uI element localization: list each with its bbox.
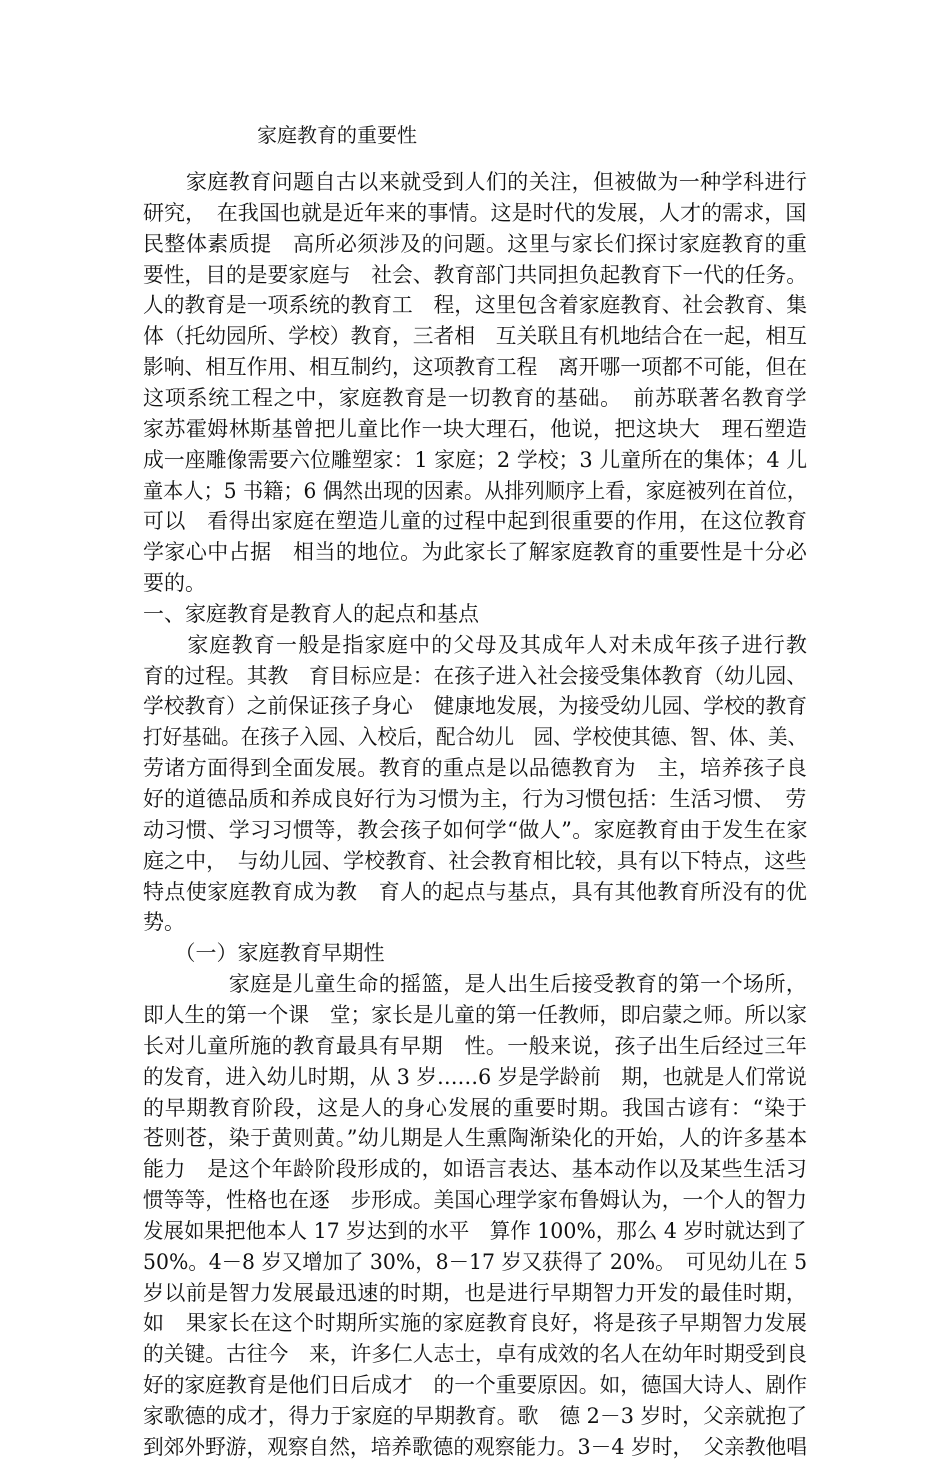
text-line: 庭之中， 与幼儿园、学校教育、社会教育相比较，具有以下特点，这些 [143, 849, 807, 873]
text-line: 如 果家长在这个时期所实施的家庭教育良好，将是孩子早期智力发展 [143, 1311, 808, 1335]
text-line: 这项系统工程之中，家庭教育是一切教育的基础。 前苏联著名教育学 [143, 386, 808, 410]
text-line: 势。 [143, 910, 185, 934]
text-line: 体（托幼园所、学校）教育，三者相 互关联且有机地结合在一起，相互 [143, 324, 808, 348]
text-line: 学校教育）之前保证孩子身心 健康地发展，为接受幼儿园、学校的教育 [143, 694, 808, 718]
text-line: 的早期教育阶段，这是人的身心发展的重要时期。我国古谚有：“染于 [143, 1096, 808, 1120]
text-line: （一）家庭教育早期性 [143, 941, 385, 965]
text-line: 50%。4－8 岁又增加了 30%，8－17 岁又获得了 20%。 可见幼儿在 5 [143, 1250, 808, 1274]
text-line: 即人生的第一个课 堂；家长是儿童的第一任教师，即启蒙之师。所以家 [143, 1003, 808, 1027]
text-line: 打好基础。在孩子入园、入校后，配合幼儿 园、学校使其德、智、体、美、 [143, 725, 808, 749]
text-line: 发展如果把他本人 17 岁达到的水平 算作 100%，那么 4 岁时就达到了 [143, 1219, 807, 1243]
text-line: 动习惯、学习习惯等，教会孩子如何学“做人”。家庭教育由于发生在家 [143, 818, 808, 842]
text-line: 可以 看得出家庭在塑造儿童的过程中起到很重要的作用，在这位教育 [143, 509, 808, 533]
text-line: 家苏霍姆林斯基曾把儿童比作一块大理石，他说，把这块大 理石塑造 [143, 417, 808, 441]
text-line: 惯等等，性格也在逐 步形成。美国心理学家布鲁姆认为，一个人的智力 [143, 1188, 808, 1212]
text-line: 影响、相互作用、相互制约，这项教育工程 离开哪一项都不可能，但在 [143, 355, 808, 379]
text-line: 研究， 在我国也就是近年来的事情。这是时代的发展，人才的需求，国 [143, 201, 807, 225]
text-line: 苍则苍，染于黄则黄。”幼儿期是人生熏陶渐染化的开始，人的许多基本 [143, 1126, 808, 1150]
text-line: 要的。 [143, 571, 206, 595]
text-line: 家歌德的成才，得力于家庭的早期教育。歌 德 2－3 岁时，父亲就抱了 [143, 1404, 808, 1428]
text-line: 一、家庭教育是教育人的起点和基点 [143, 602, 479, 626]
text-line: 好的道德品质和养成良好行为习惯为主，行为习惯包括：生活习惯、 劳 [143, 787, 807, 811]
text-line: 民整体素质提 高所必须涉及的问题。这里与家长们探讨家庭教育的重 [143, 232, 808, 256]
text-line: 到郊外野游，观察自然，培养歌德的观察能力。3－4 岁时， 父亲教他唱 [143, 1435, 807, 1459]
text-line: 的关键。古往今 来，许多仁人志士，卓有成效的名人在幼年时期受到良 [143, 1342, 808, 1366]
text-line: 童本人；5 书籍；6 偶然出现的因素。从排列顺序上看，家庭被列在首位， [143, 479, 808, 503]
text-line: 劳诸方面得到全面发展。教育的重点是以品德教育为 主，培养孩子良 [143, 756, 808, 780]
text-line: 能力 是这个年龄阶段形成的，如语言表达、基本动作以及某些生活习 [143, 1157, 808, 1181]
text-line: 的发育，进入幼儿时期，从 3 岁……6 岁是学龄前 期，也就是人们常说 [143, 1065, 807, 1089]
text-line: 家庭是儿童生命的摇篮，是人出生后接受教育的第一个场所， [143, 972, 808, 996]
text-line: 好的家庭教育是他们日后成才 的一个重要原因。如，德国大诗人、剧作 [143, 1373, 808, 1397]
text-line: 育的过程。其教 育目标应是：在孩子进入社会接受集体教育（幼儿园、 [143, 664, 808, 688]
document-title: 家庭教育的重要性 [257, 123, 417, 147]
text-line: 人的教育是一项系统的教育工 程，这里包含着家庭教育、社会教育、集 [143, 293, 808, 317]
text-line: 家庭教育问题自古以来就受到人们的关注，但被做为一种学科进行 [143, 170, 808, 194]
text-line: 特点使家庭教育成为教 育人的起点与基点，具有其他教育所没有的优 [143, 880, 808, 904]
text-line: 岁以前是智力发展最迅速的时期，也是进行早期智力开发的最佳时期， [143, 1281, 808, 1305]
text-line: 学家心中占据 相当的地位。为此家长了解家庭教育的重要性是十分必 [143, 540, 808, 564]
text-line: 家庭教育一般是指家庭中的父母及其成年人对未成年孩子进行教 [143, 633, 809, 657]
text-line: 长对儿童所施的教育最具有早期 性。一般来说，孩子出生后经过三年 [143, 1034, 808, 1058]
text-line: 成一座雕像需要六位雕塑家：1 家庭；2 学校；3 儿童所在的集体；4 儿 [143, 448, 808, 472]
text-line: 要性，目的是要家庭与 社会、教育部门共同担负起教育下一代的任务。 [143, 263, 808, 287]
